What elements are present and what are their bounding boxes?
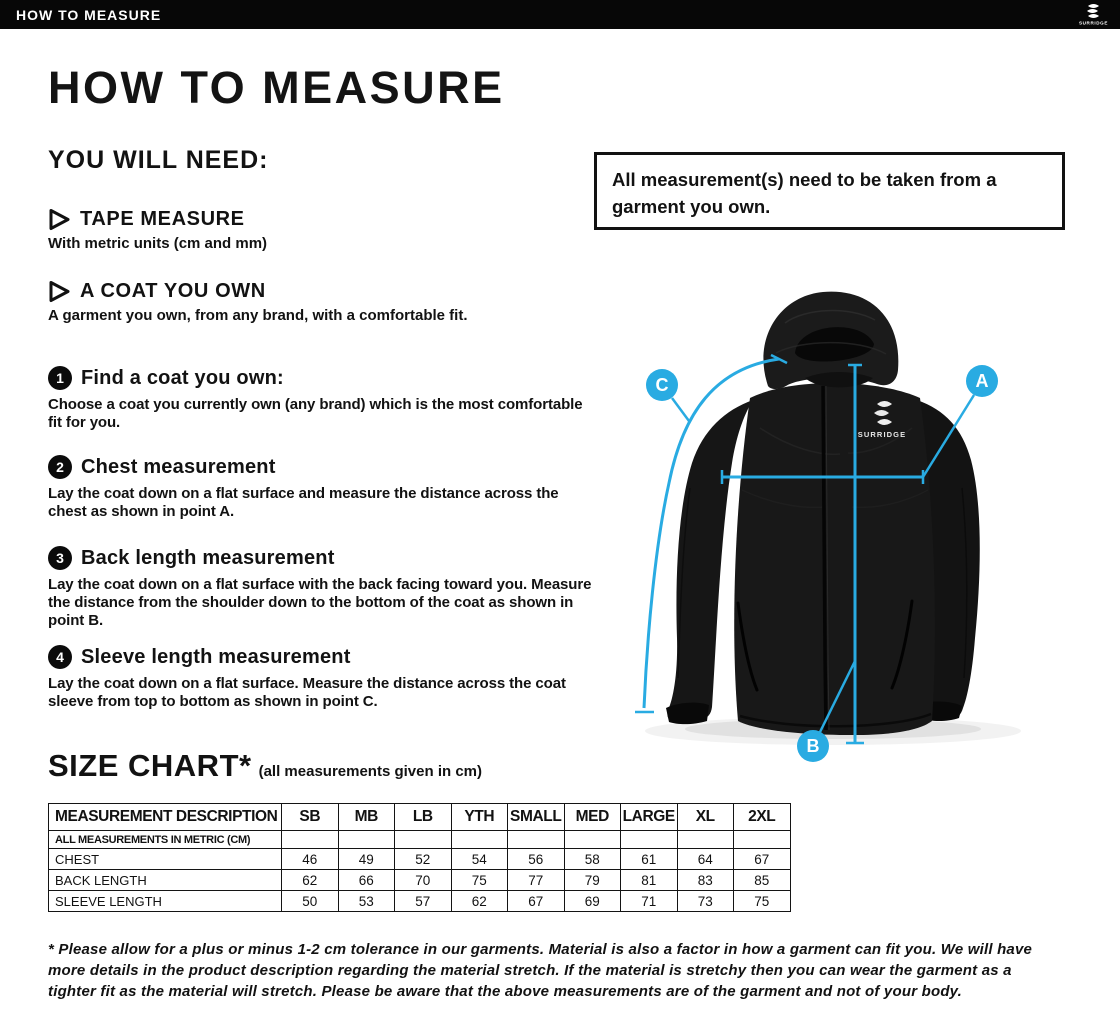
jacket-logo-text: SURRIDGE xyxy=(857,430,907,439)
table-cell: 57 xyxy=(395,891,452,912)
step-2-chest-measurement xyxy=(48,455,596,521)
table-cell: 54 xyxy=(451,849,508,870)
unit-row-label: ALL MEASUREMENTS IN METRIC (CM) xyxy=(49,831,282,849)
step-number-badge: 2 xyxy=(48,455,72,479)
row-label: BACK LENGTH xyxy=(49,870,282,891)
jacket-image xyxy=(590,278,1120,843)
need-item-subtitle: A garment you own, from any brand, with a comfortable fit. xyxy=(48,307,468,324)
table-cell: 66 xyxy=(338,870,395,891)
row-label: CHEST xyxy=(49,849,282,870)
table-row xyxy=(49,891,791,912)
jacket-measurement-diagram xyxy=(590,278,1120,843)
need-item-title: TAPE MEASURE xyxy=(80,208,245,230)
marker-b: B xyxy=(797,730,829,762)
step-4-sleeve-length-measurement xyxy=(48,645,596,711)
step-description: Choose a coat you currently own (any brand) which is the most comfortable fit for you. xyxy=(48,396,583,431)
table-cell: 62 xyxy=(282,870,339,891)
column-header: MEASUREMENT DESCRIPTION xyxy=(49,804,282,831)
marker-c: C xyxy=(646,369,678,401)
table-row xyxy=(49,849,791,870)
step-number-badge: 1 xyxy=(48,366,72,390)
table-cell: 85 xyxy=(734,870,791,891)
you-will-need-heading: YOU WILL NEED: xyxy=(48,146,269,174)
table-cell: 71 xyxy=(621,891,678,912)
column-header: LB xyxy=(395,804,452,831)
column-header: MED xyxy=(564,804,621,831)
table-cell: 75 xyxy=(734,891,791,912)
table-cell: 73 xyxy=(677,891,734,912)
size-chart-subtitle: (all measurements given in cm) xyxy=(258,763,482,780)
step-number-badge: 4 xyxy=(48,645,72,669)
size-chart-table xyxy=(48,803,791,912)
step-title: Chest measurement xyxy=(81,455,276,478)
step-1-find-a-coat xyxy=(48,366,596,432)
step-title: Find a coat you own: xyxy=(81,366,284,389)
column-header: SB xyxy=(282,804,339,831)
table-cell: 56 xyxy=(508,849,565,870)
row-label: SLEEVE LENGTH xyxy=(49,891,282,912)
measurement-note-box xyxy=(594,152,1065,230)
column-header: MB xyxy=(338,804,395,831)
table-cell: 53 xyxy=(338,891,395,912)
table-cell: 46 xyxy=(282,849,339,870)
step-description: Lay the coat down on a flat surface with the back facing toward you. Measure the distance from the shoulder down to the bottom of the coat as shown in point B. xyxy=(48,576,592,629)
step-title: Back length measurement xyxy=(81,546,335,569)
column-header: 2XL xyxy=(734,804,791,831)
column-header: XL xyxy=(677,804,734,831)
table-cell: 58 xyxy=(564,849,621,870)
top-bar-title: HOW TO MEASURE xyxy=(16,6,162,23)
table-cell: 81 xyxy=(621,870,678,891)
step-title: Sleeve length measurement xyxy=(81,645,351,668)
need-item-coat-you-own xyxy=(48,280,608,324)
table-header-row xyxy=(49,804,791,831)
table-cell: 61 xyxy=(621,849,678,870)
tolerance-footnote: * Please allow for a plus or minus 1-2 cm tolerance in our garments. Material is also a factor in how a garment can fit you. We will have more details in the product description regarding the material stretch. If the material is stretchy then you can wear the garment as a tighter fit as the material will stretch. Please be aware that the above measurements are of the garment and not of your body. xyxy=(48,941,1033,1000)
page-title: HOW TO MEASURE xyxy=(48,62,505,113)
table-cell: 83 xyxy=(677,870,734,891)
table-cell: 49 xyxy=(338,849,395,870)
column-header: SMALL xyxy=(508,804,565,831)
table-cell: 79 xyxy=(564,870,621,891)
size-chart-title: SIZE CHART* xyxy=(48,748,252,783)
table-row xyxy=(49,870,791,891)
table-cell: 50 xyxy=(282,891,339,912)
table-unit-row xyxy=(49,831,791,849)
table-cell: 52 xyxy=(395,849,452,870)
triangle-bullet-icon xyxy=(48,208,71,231)
size-chart-heading xyxy=(48,748,482,784)
step-number-badge: 3 xyxy=(48,546,72,570)
table-cell: 69 xyxy=(564,891,621,912)
step-3-back-length-measurement xyxy=(48,546,596,630)
triangle-bullet-icon xyxy=(48,280,71,303)
need-item-tape-measure xyxy=(48,208,608,252)
step-description: Lay the coat down on a flat surface. Measure the distance across the coat sleeve from top to bottom as shown in point C. xyxy=(48,675,566,710)
table-cell: 70 xyxy=(395,870,452,891)
measurement-note-text: All measurement(s) need to be taken from a garment you own. xyxy=(612,169,997,217)
table-cell: 64 xyxy=(677,849,734,870)
marker-a: A xyxy=(966,365,998,397)
top-bar-logo-text: SURRIDGE xyxy=(1078,20,1109,26)
table-cell: 67 xyxy=(508,891,565,912)
column-header: YTH xyxy=(451,804,508,831)
table-cell: 62 xyxy=(451,891,508,912)
need-item-subtitle: With metric units (cm and mm) xyxy=(48,235,268,252)
top-bar xyxy=(0,0,1120,29)
step-description: Lay the coat down on a flat surface and measure the distance across the chest as shown in point A. xyxy=(48,485,559,520)
table-cell: 67 xyxy=(734,849,791,870)
table-cell: 75 xyxy=(451,870,508,891)
column-header: LARGE xyxy=(621,804,678,831)
surridge-logo-icon[interactable] xyxy=(1074,1,1112,28)
need-item-title: A COAT YOU OWN xyxy=(80,280,266,302)
table-cell: 77 xyxy=(508,870,565,891)
